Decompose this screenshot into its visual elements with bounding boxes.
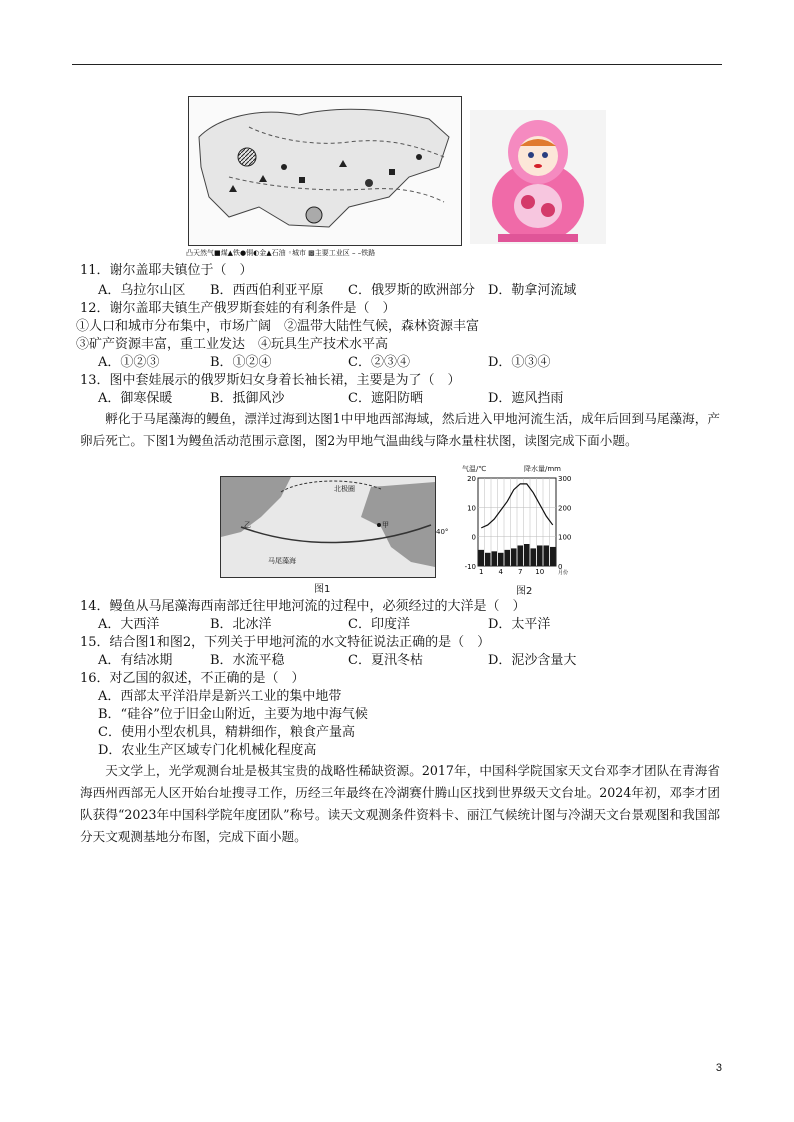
fig2-ylabel-right: 降水量/mm <box>524 465 561 473</box>
q13-stem: 13．图中套娃展示的俄罗斯妇女身着长袖长裙，主要是为了（ ） <box>80 373 461 388</box>
precip-bar <box>511 548 517 566</box>
right-tick-label: 100 <box>558 533 572 542</box>
q11-option-a[interactable]: A．乌拉尔山区 <box>98 283 186 298</box>
precip-bar <box>537 545 543 566</box>
sargasso-label: 马尾藻海 <box>268 557 296 565</box>
right-tick-label: 200 <box>558 504 572 513</box>
left-tick-label: 20 <box>467 475 476 483</box>
q14-option-d[interactable]: D．太平洋 <box>488 617 551 632</box>
lat-label: 40° <box>436 528 449 536</box>
q11-stem: 11．谢尔盖耶夫镇位于（ ） <box>80 263 253 278</box>
q12-conditions-2: ③矿产资源丰富，重工业发达 ④玩具生产技术水平高 <box>76 337 389 352</box>
q16-option-d[interactable]: D．农业生产区域专门化机械化程度高 <box>98 743 317 758</box>
precip-bar <box>485 553 491 566</box>
q14-stem: 14．鳗鱼从马尾藻海西南部迁往甲地河流的过程中，必须经过的大洋是（ ） <box>80 599 526 614</box>
q12-option-b[interactable]: B．①②④ <box>210 355 272 370</box>
q15-stem: 15．结合图1和图2，下列关于甲地河流的水文特征说法正确的是（ ） <box>80 635 491 650</box>
q12-option-a[interactable]: A．①②③ <box>98 355 160 370</box>
x-tick-label: 1 <box>479 568 484 576</box>
left-tick-label: 10 <box>467 504 476 513</box>
precip-bar <box>524 544 530 566</box>
x-tick-label: 4 <box>498 568 503 576</box>
precip-bar <box>479 550 485 566</box>
climate-chart <box>460 470 580 576</box>
q14-option-c[interactable]: C．印度洋 <box>348 617 410 632</box>
fig1-caption: 图1 <box>314 584 331 595</box>
arctic-label: 北极圈 <box>334 485 355 493</box>
precip-bar <box>492 551 498 566</box>
q12-option-c[interactable]: C．②③④ <box>348 355 410 370</box>
q16-option-a[interactable]: A．西部太平洋沿岸是新兴工业的集中地带 <box>98 689 342 704</box>
q16-option-c[interactable]: C．使用小型农机具，精耕细作，粮食产量高 <box>98 725 355 740</box>
q15-option-d[interactable]: D．泥沙含量大 <box>488 653 577 668</box>
matryoshka-photo <box>470 110 606 244</box>
x-unit-label: 月份 <box>558 570 569 576</box>
q15-option-b[interactable]: B．水流平稳 <box>210 653 285 668</box>
q14-option-a[interactable]: A．大西洋 <box>98 617 160 632</box>
jia-label: 甲 <box>382 521 389 529</box>
q13-option-a[interactable]: A．御寒保暖 <box>98 391 173 406</box>
eel-passage: 孵化于马尾藻海的鳗鱼，漂洋过海到达图1中甲地西部海域，然后进入甲地河流生活，成年后回到马尾藻海，产卵后死亡。下图1为鳗鱼活动范围示意图，图2为甲地气温曲线与降水量柱状图，读图完成下面小题。 <box>80 411 720 448</box>
precip-bar <box>544 545 550 566</box>
q13-option-b[interactable]: B．抵御风沙 <box>210 391 285 406</box>
right-tick-label: 300 <box>558 475 572 483</box>
precip-bar <box>498 553 504 566</box>
fig2-caption: 图2 <box>516 586 533 597</box>
x-tick-label: 10 <box>535 568 545 576</box>
x-tick-label: 7 <box>518 568 523 576</box>
yi-label: 乙 <box>244 521 251 529</box>
q11-option-b[interactable]: B．西西伯利亚平原 <box>210 283 324 298</box>
q15-option-c[interactable]: C．夏汛冬枯 <box>348 653 423 668</box>
precip-bar <box>550 547 556 566</box>
q12-stem: 12．谢尔盖耶夫镇生产俄罗斯套娃的有利条件是（ ） <box>80 301 396 316</box>
left-tick-label: -10 <box>464 563 476 571</box>
astronomy-passage: 天文学上，光学观测台址是极其宝贵的战略性稀缺资源。2017年，中国科学院国家天文台邓李才团队在青海省海西州西部无人区开始台址搜寻工作，历经三年最终在冷湖赛什腾山区找到世界级天文台址。2024年初，邓李才团队获得“2023年中国科学院年度团队”称号。读天文观测条件资料卡、丽江气候统计图与冷湖天文台景观图和我国部分天文观测基地分布图，完成下面小题。 <box>80 763 720 844</box>
q16-stem: 16．对乙国的叙述，不正确的是（ ） <box>80 671 305 686</box>
q14-option-b[interactable]: B．北冰洋 <box>210 617 272 632</box>
fig2-ylabel-left: 气温/℃ <box>462 465 487 473</box>
left-tick-label: 0 <box>471 533 476 542</box>
russia-map-svg <box>189 97 461 245</box>
precip-bar <box>531 548 537 566</box>
header-rule <box>72 64 722 65</box>
q13-option-d[interactable]: D．遮风挡雨 <box>488 391 564 406</box>
q12-conditions-1: ①人口和城市分布集中，市场广阔 ②温带大陆性气候，森林资源丰富 <box>76 319 480 334</box>
right-tick-label: 0 <box>558 563 563 571</box>
q16-option-b[interactable]: B．“硅谷”位于旧金山附近，主要为地中海气候 <box>98 707 368 722</box>
q15-option-a[interactable]: A．有结冰期 <box>98 653 173 668</box>
precip-bar <box>505 550 511 566</box>
q11-option-c[interactable]: C．俄罗斯的欧洲部分 <box>348 283 475 298</box>
q12-option-d[interactable]: D．①③④ <box>488 355 551 370</box>
precip-bar <box>518 545 524 566</box>
page-number: 3 <box>715 1062 722 1074</box>
eel-map-figure <box>220 476 436 578</box>
q11-option-d[interactable]: D．勒拿河流域 <box>488 283 577 298</box>
russia-map-figure <box>188 96 462 246</box>
q13-option-c[interactable]: C．遮阳防晒 <box>348 391 423 406</box>
map-legend: 凸天然气■煤▲铁●铜◐金▲石油 ◦城市 ▩主要工业区 – –铁路 <box>186 249 376 257</box>
